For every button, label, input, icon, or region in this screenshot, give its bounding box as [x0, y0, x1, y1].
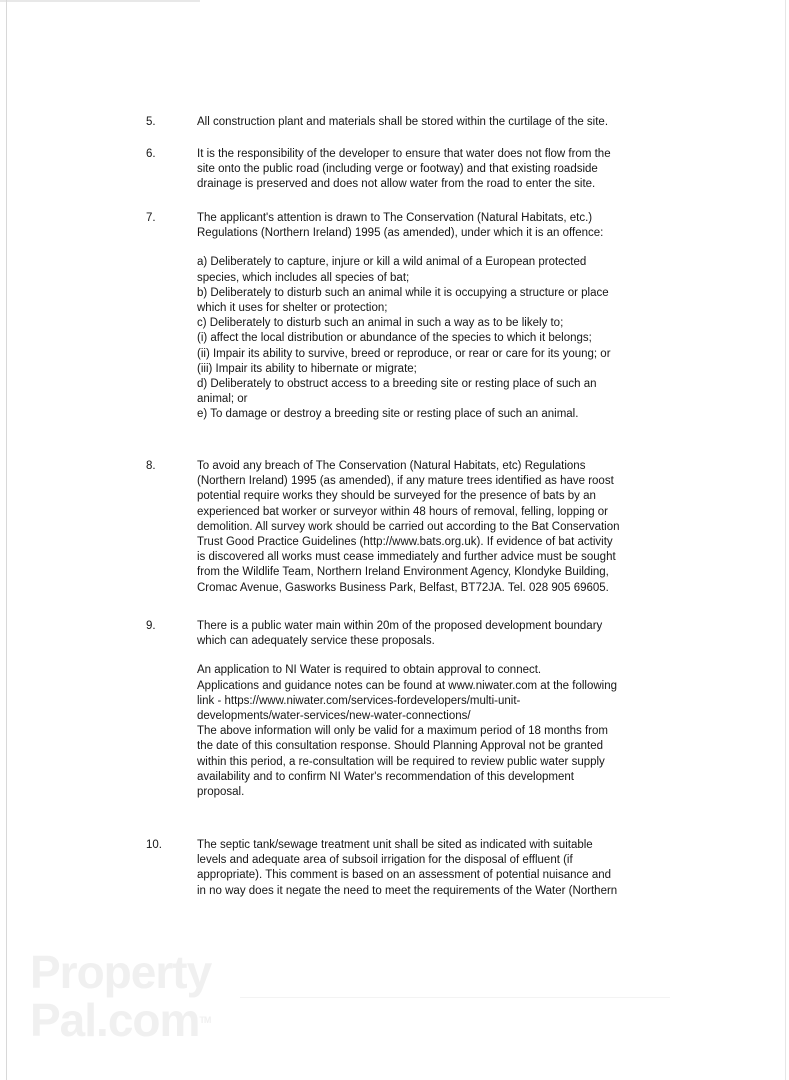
item-body: [197, 211, 667, 423]
text-line: from the Wildlife Team, Northern Ireland Environment Agency, Klondyke Building,: [197, 566, 609, 579]
text-line: the date of this consultation response. Should Planning Approval not be granted: [197, 740, 603, 753]
text-line: To avoid any breach of The Conservation (Natural Habitats, etc) Regulations: [197, 460, 586, 472]
text-line: is discovered all works must cease immediately and further advice must be sought: [197, 551, 616, 564]
item-body: [197, 459, 667, 596]
text-line: d) Deliberately to obstruct access to a breeding site or resting place of such an: [197, 378, 597, 391]
text-line: The applicant's attention is drawn to The Conservation (Natural Habitats, etc.): [197, 212, 593, 224]
item-number: 10.: [146, 839, 162, 851]
text-line: Regulations (Northern Ireland) 1995 (as amended), under which it is an offence:: [197, 227, 604, 240]
text-line: An application to NI Water is required to obtain approval to connect.: [197, 664, 542, 677]
text-line: (Northern Ireland) 1995 (as amended), if any mature trees identified as have roost: [197, 475, 614, 488]
item-body: [197, 147, 667, 193]
scan-left-edge: [6, 0, 7, 1080]
text-line: developments/water-services/new-water-connections/: [197, 710, 471, 723]
text-line: c) Deliberately to disturb such an animal in such a way as to be likely to;: [197, 317, 564, 330]
text-line: demolition. All survey work should be carried out according to the Bat Conservation: [197, 520, 620, 533]
text-line: which can adequately service these proposals.: [197, 635, 435, 648]
text-line: (i) affect the local distribution or abundance of the species to which it belongs;: [197, 332, 592, 345]
text-line: Cromac Avenue, Gasworks Business Park, Belfast, BT72JA. Tel. 028 905 69605.: [197, 581, 609, 594]
item-number: 8.: [146, 460, 156, 472]
text-line: appropriate). This comment is based on an assessment of potential nuisance and: [197, 869, 612, 882]
text-line: species, which includes all species of bat;: [197, 271, 410, 284]
text-line: The above information will only be valid for a maximum period of 18 months from: [197, 725, 608, 738]
scan-right-edge: [785, 0, 786, 1080]
text-line: potential require works they should be surveyed for the presence of bats by an: [197, 490, 596, 503]
item-body: [197, 115, 667, 130]
text-line: availability and to confirm NI Water's recommendation of this development: [197, 770, 574, 783]
text-line: e) To damage or destroy a breeding site or resting place of such an animal.: [197, 408, 579, 421]
item-body: [197, 838, 667, 899]
text-line: It is the responsibility of the developer to ensure that water does not flow from the: [197, 148, 611, 160]
text-line: which it uses for shelter or protection;: [197, 302, 388, 315]
text-line: Trust Good Practice Guidelines (http://www.bats.org.uk). If evidence of bat activity: [197, 536, 613, 549]
text-line: (ii) Impair its ability to survive, breed or reproduce, or rear or care for its young; or: [197, 347, 611, 360]
text-line: All construction plant and materials shall be stored within the curtilage of the site.: [197, 116, 609, 128]
item-number: 5.: [146, 116, 156, 128]
text-line: experienced bat worker or surveyor within 48 hours of removal, felling, lopping or: [197, 505, 609, 518]
scan-top-edge: [0, 0, 200, 2]
text-line: There is a public water main within 20m of the proposed development boundary: [197, 620, 603, 632]
text-line: levels and adequate area of subsoil irrigation for the disposal of effluent (if: [197, 854, 573, 867]
text-line: drainage is preserved and does not allow water from the road to enter the site.: [197, 178, 596, 191]
text-line: animal; or: [197, 393, 248, 406]
text-line: within this period, a re-consultation will be required to review public water supply: [197, 755, 605, 768]
item-body: [197, 619, 667, 800]
text-line: The septic tank/sewage treatment unit shall be sited as indicated with suitable: [197, 839, 593, 851]
text-line: site onto the public road (including verge or footway) and that existing roadside: [197, 163, 598, 176]
paragraph-gap: [197, 241, 667, 255]
propertypal-watermark-logo: Property Pal.com™: [30, 946, 212, 1046]
text-line: (iii) Impair its ability to hibernate or migrate;: [197, 362, 417, 375]
text-line: in no way does it negate the need to meet the requirements of the Water (Northern: [197, 884, 618, 897]
faint-footer-rule: [240, 997, 670, 998]
item-number: 9.: [146, 620, 156, 632]
item-number: 7.: [146, 212, 156, 224]
text-line: Applications and guidance notes can be found at www.niwater.com at the following: [197, 679, 618, 692]
text-line: proposal.: [197, 786, 245, 799]
text-line: b) Deliberately to disturb such an animal while it is occupying a structure or place: [197, 286, 609, 299]
item-number: 6.: [146, 148, 156, 160]
text-line: a) Deliberately to capture, injure or kill a wild animal of a European protected: [197, 256, 587, 269]
paragraph-gap: [197, 649, 667, 663]
text-line: link - https://www.niwater.com/services-fordevelopers/multi-unit-: [197, 694, 521, 707]
